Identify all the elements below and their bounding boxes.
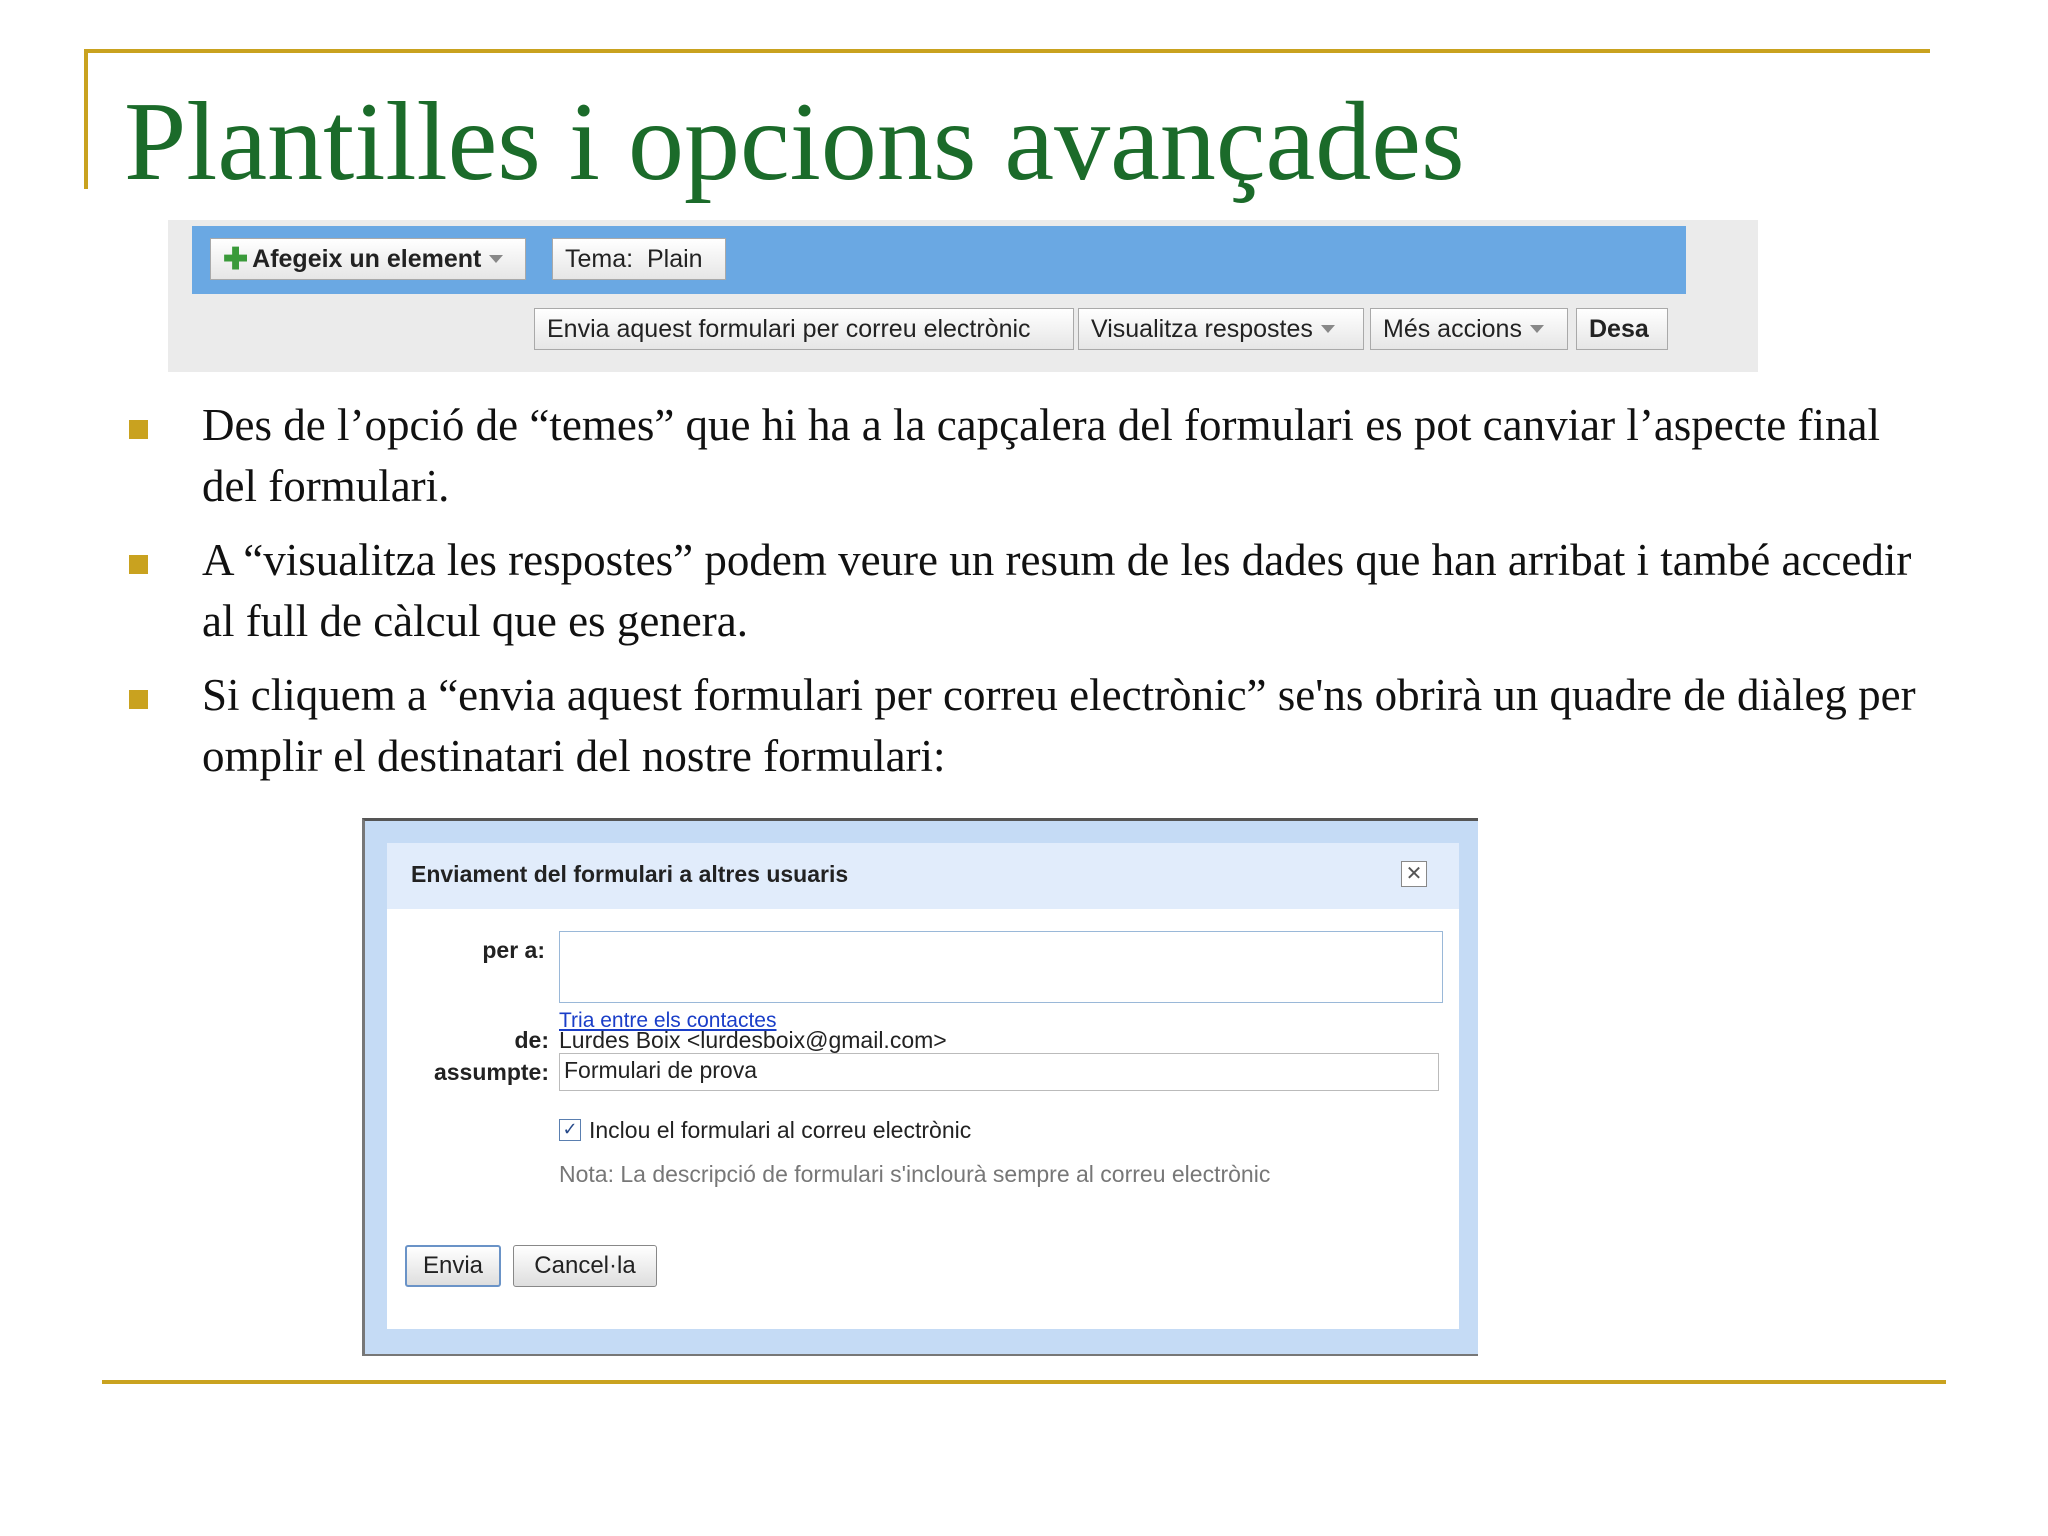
dialog-body [387, 843, 1459, 1329]
from-value: Lurdes Boix <lurdesboix@gmail.com> [559, 1027, 947, 1053]
bullet-list [120, 395, 1920, 800]
theme-button[interactable] [552, 238, 726, 280]
include-form-checkbox[interactable]: ✓ [559, 1119, 581, 1141]
email-form-label: Envia aquest formulari per correu electrònic [547, 314, 1031, 343]
frame-bottom-rule [102, 1380, 1946, 1384]
bullet-square-icon [129, 690, 148, 709]
bullet-square-icon [129, 555, 148, 574]
view-responses-label: Visualitza respostes [1091, 314, 1313, 343]
slide-title: Plantilles i opcions avançades [124, 80, 1465, 204]
bullet-text: A “visualitza les respostes” podem veure un resum de les dades que han arribat i també accedir al full de càlcul que es genera. [202, 535, 1912, 646]
save-button[interactable] [1576, 308, 1668, 350]
bullet-item [120, 665, 1920, 787]
plus-icon: ✚ [223, 242, 249, 276]
dialog-note: Nota: La descripció de formulari s'inclourà sempre al correu electrònic [559, 1161, 1271, 1187]
more-actions-label: Més accions [1383, 314, 1522, 343]
cancel-label: Cancel·la [534, 1252, 636, 1279]
view-responses-button[interactable] [1078, 308, 1364, 350]
bullet-item [120, 530, 1920, 652]
dialog-header [387, 843, 1459, 909]
to-label: per a: [482, 937, 545, 963]
to-field[interactable] [559, 931, 1443, 1003]
cancel-button[interactable] [513, 1245, 657, 1287]
save-label: Desa [1589, 314, 1649, 343]
choose-contacts-link[interactable]: Tria entre els contactes [559, 1009, 777, 1032]
dialog-title: Enviament del formulari a altres usuaris [411, 861, 849, 887]
form-toolbar-screenshot [168, 220, 1758, 372]
email-form-button[interactable] [534, 308, 1074, 350]
chevron-down-icon [489, 255, 503, 263]
bullet-item [120, 395, 1920, 517]
add-item-label: Afegeix un element [252, 244, 482, 273]
bullet-text: Si cliquem a “envia aquest formulari per correu electrònic” se'ns obrirà un quadre de diàleg per omplir el destinatari del nostre formulari: [202, 670, 1916, 781]
subject-field[interactable] [559, 1053, 1439, 1091]
send-form-dialog [362, 818, 1478, 1356]
include-form-label: Inclou el formulari al correu electrònic [589, 1117, 972, 1143]
more-actions-button[interactable] [1370, 308, 1568, 350]
frame-top-rule [84, 49, 1930, 53]
chevron-down-icon [1321, 325, 1335, 333]
theme-label: Tema: Plain [565, 244, 703, 273]
close-icon[interactable]: ✕ [1401, 861, 1427, 887]
send-button[interactable] [405, 1245, 501, 1287]
bullet-square-icon [129, 420, 148, 439]
send-label: Envia [422, 1252, 484, 1279]
subject-label: assumpte: [433, 1059, 549, 1085]
from-label: de: [514, 1027, 549, 1053]
bullet-text: Des de l’opció de “temes” que hi ha a la capçalera del formulari es pot canviar l’aspecte final del formulari. [202, 400, 1880, 511]
add-item-button[interactable] [210, 238, 526, 280]
subject-value: Formulari de prova [564, 1057, 758, 1083]
chevron-down-icon [1530, 325, 1544, 333]
frame-left-rule [84, 49, 88, 189]
